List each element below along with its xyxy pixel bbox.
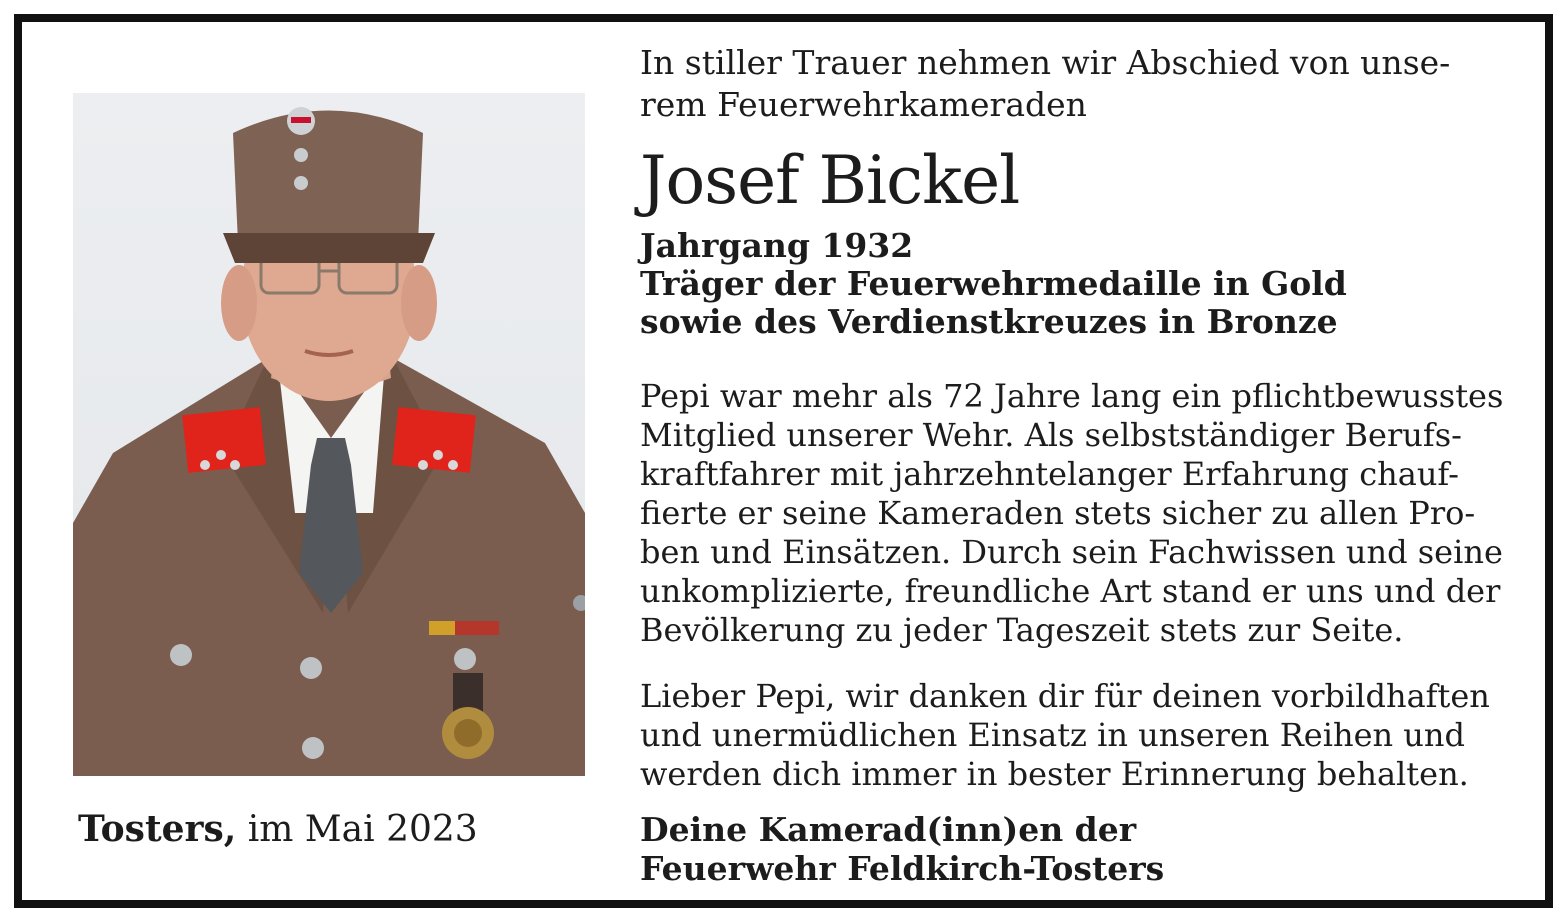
birth-year: Jahrgang 1932: [640, 226, 914, 265]
tribute-line: Mitglied unserer Wehr. Als selbstständiger Berufs-: [640, 416, 1462, 454]
intro-line: rem Feuerwehrkameraden: [640, 85, 1087, 124]
place-date: im Mai 2023: [247, 809, 478, 850]
signature-line: Deine Kamerad(inn)en der: [640, 810, 1137, 849]
tribute-paragraph: [640, 377, 1520, 650]
intro-text: [640, 42, 1520, 126]
signature: [640, 810, 1520, 888]
place-and-date: [78, 808, 478, 850]
deceased-name: Josef Bickel: [640, 142, 1020, 219]
tribute-line: unkomplizierte, freundliche Art stand er uns und der: [640, 572, 1501, 610]
portrait-illustration: [73, 93, 585, 776]
honor-line: sowie des Verdienstkreuzes in Bronze: [640, 302, 1338, 341]
intro-line: In stiller Trauer nehmen wir Abschied von unse-: [640, 43, 1451, 82]
tribute-line: kraftfahrer mit jahrzehntelanger Erfahrung chauf-: [640, 455, 1459, 493]
thanks-line: werden dich immer in bester Erinnerung behalten.: [640, 755, 1469, 793]
tribute-line: Bevölkerung zu jeder Tageszeit stets zur Seite.: [640, 611, 1404, 649]
obituary-frame: [14, 14, 1553, 908]
thanks-paragraph: [640, 677, 1520, 794]
signature-line: Feuerwehr Feldkirch-Tosters: [640, 849, 1165, 888]
thanks-line: und unermüdlichen Einsatz in unseren Reihen und: [640, 716, 1465, 754]
place-town: Tosters,: [78, 808, 237, 850]
portrait-photo: [73, 93, 585, 776]
honors-subtitle: [640, 227, 1520, 341]
tribute-line: ben und Einsätzen. Durch sein Fachwissen und seine: [640, 533, 1503, 571]
honor-line: Träger der Feuerwehrmedaille in Gold: [640, 264, 1347, 303]
tribute-line: fierte er seine Kameraden stets sicher zu allen Pro-: [640, 494, 1476, 532]
tribute-line: Pepi war mehr als 72 Jahre lang ein pflichtbewusstes: [640, 377, 1504, 415]
thanks-line: Lieber Pepi, wir danken dir für deinen vorbildhaften: [640, 677, 1490, 715]
